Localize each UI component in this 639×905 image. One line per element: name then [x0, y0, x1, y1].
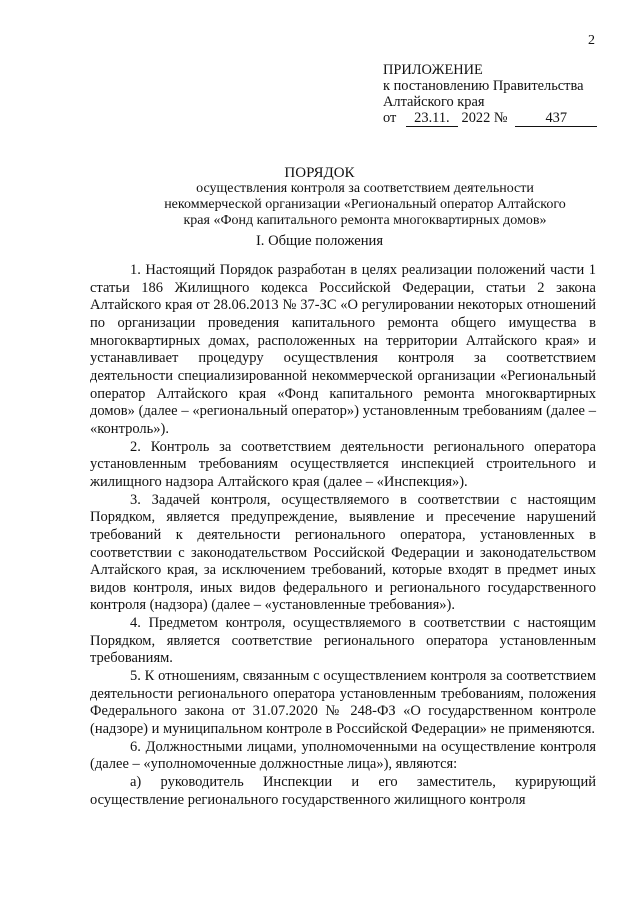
- paragraph-1: 1. Настоящий Порядок разработан в целях реализации положений части 1 статьи 186 Жилищного кодекса Российской Федерации, статьи 2 закона Алтайского края от 28.06.2013 № 37-ЗС «О регулировании некоторых отношений по организации проведения капитального ремонта общего имущества в многоквартирных домах, расположенных на территории Алтайского края» и устанавливает процедуру осуществления контроля за соответствием деятельности специализированной некоммерческой организации «Региональный оператор Алтайского края «Фонд капитального ремонта многоквартирных домов» (далее – «региональный оператор») установленным требованиям (далее – «контроль»).: [90, 262, 596, 437]
- appendix-number: 437: [515, 110, 597, 127]
- document-body: [90, 262, 596, 809]
- appendix-heading: ПРИЛОЖЕНИЕ: [383, 62, 483, 78]
- appendix-from-label: от: [383, 110, 397, 126]
- appendix-year-no: 2022 №: [461, 110, 508, 126]
- paragraph-5: 5. К отношениям, связанным с осуществлением контроля за соответствием деятельности регионального оператора установленным требованиям, положения Федерального закона от 31.07.2020 № 248-ФЗ «О государственном контроле (надзоре) и муниципальном контроле в Российской Федерации» не применяются.: [90, 668, 596, 738]
- page-number: 2: [588, 33, 595, 48]
- paragraph-6a: а) руководитель Инспекции и его заместитель, курирующий осуществление регионального государственного жилищного контроля: [90, 774, 596, 808]
- appendix-block: [383, 62, 597, 127]
- document-title: ПОРЯДОК: [284, 165, 355, 181]
- appendix-date-line: [383, 110, 597, 127]
- paragraph-3: 3. Задачей контроля, осуществляемого в соответствии с настоящим Порядком, является предупреждение, выявление и пресечение нарушений требований к деятельности регионального оператора, установленных в соответствии с законодательством Российской Федерации и законодательством Алтайского края, за исключением требований, которые входят в предмет иных видов контроля, иных видов федерального и регионального государственного контроля (надзора) (далее – «установленные требования»).: [90, 491, 596, 614]
- paragraph-6: 6. Должностными лицами, уполномоченными на осуществление контроля (далее – «уполномоченные должностные лица»), являются:: [90, 738, 596, 773]
- document-subtitle: осуществления контроля за соответствием деятельности некоммерческой организации «Региональный оператор Алтайского края «Фонд капитального ремонта многоквартирных домов»: [164, 181, 566, 228]
- appendix-date: 23.11.: [406, 110, 458, 127]
- paragraph-2: 2. Контроль за соответствием деятельности регионального оператора установленным требованиям осуществляется инспекцией строительного и жилищного надзора Алтайского края (далее – «Инспекция»).: [90, 438, 596, 490]
- appendix-line-1: к постановлению Правительства: [383, 78, 584, 94]
- section-title: I. Общие положения: [255, 233, 384, 249]
- appendix-line-2: Алтайского края: [383, 94, 485, 110]
- paragraph-4: 4. Предметом контроля, осуществляемого в соответствии с настоящим Порядком, является соответствие регионального оператора установленным требованиям.: [90, 615, 596, 667]
